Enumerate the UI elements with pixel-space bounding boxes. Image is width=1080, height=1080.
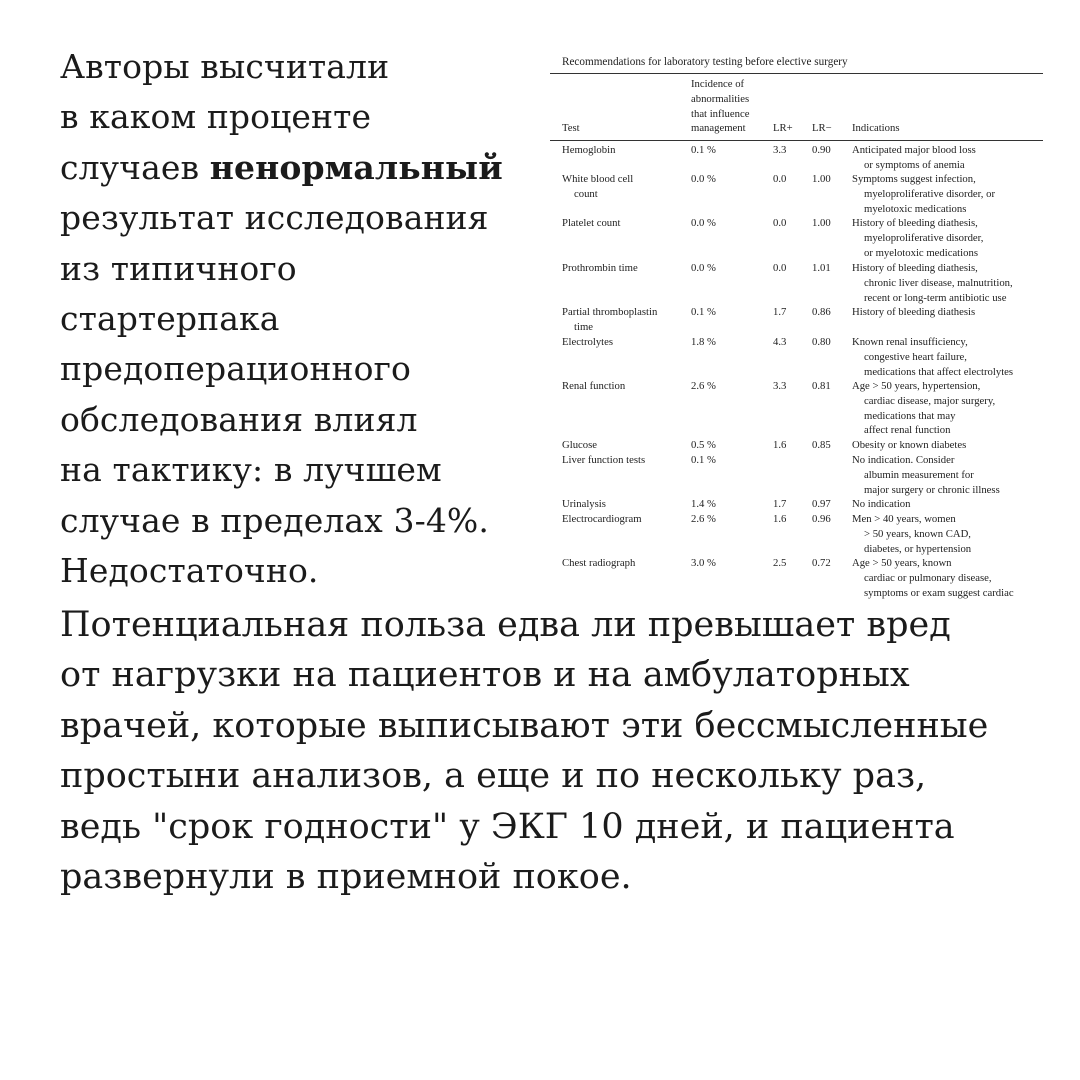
cell-incidence: 0.0 % xyxy=(691,262,716,274)
table-header-rule xyxy=(550,140,1043,141)
cell-indications xyxy=(852,556,1014,600)
cell-indication-line: Men > 40 years, women xyxy=(852,513,956,525)
cell-lr-minus: 0.96 xyxy=(812,513,831,525)
cell-lr-minus: 1.01 xyxy=(812,262,831,274)
cell-indications xyxy=(852,497,910,512)
cell-indication-line: medications that affect electrolytes xyxy=(864,365,1014,378)
cell-lr-plus: 4.3 xyxy=(773,336,787,348)
cell-test-line: Prothrombin time xyxy=(562,262,638,274)
cell-lr-minus: 0.81 xyxy=(812,380,831,392)
cell-test xyxy=(562,512,642,527)
cell-lr-minus: 0.97 xyxy=(812,498,831,510)
cell-indication-line: Age > 50 years, known xyxy=(852,557,952,569)
cell-indication-line: No indication. Consider xyxy=(852,454,955,466)
header-indications: Indications xyxy=(852,122,900,134)
cell-indication-line: chronic liver disease, malnutrition, xyxy=(864,276,1013,289)
intro-line: результат исследования xyxy=(60,198,489,238)
cell-test-line: Platelet count xyxy=(562,217,621,229)
intro-line: Недостаточно. xyxy=(60,551,319,591)
cell-lr-plus: 3.3 xyxy=(773,380,787,392)
cell-indication-line: symptoms or exam suggest cardiac xyxy=(864,586,1014,599)
intro-line: из типичного xyxy=(60,248,297,288)
cell-indication-line: Obesity or known diabetes xyxy=(852,439,967,451)
cell-indications xyxy=(852,335,1013,379)
cell-indication-line: Anticipated major blood loss xyxy=(852,144,976,156)
cell-lr-plus: 3.3 xyxy=(773,144,787,156)
cell-indications xyxy=(852,172,995,216)
conclusion-text xyxy=(60,600,1040,902)
cell-incidence: 3.0 % xyxy=(691,557,716,569)
cell-indication-line: Symptoms suggest infection, xyxy=(852,173,976,185)
cell-lr-plus: 0.0 xyxy=(773,217,787,229)
cell-indication-line: Known renal insufficiency, xyxy=(852,336,968,348)
cell-indications xyxy=(852,512,971,556)
conclusion-line: врачей, которые выписывают эти бессмысленные xyxy=(60,705,989,746)
cell-lr-minus: 0.72 xyxy=(812,557,831,569)
conclusion-line: Потенциальная польза едва ли превышает вред xyxy=(60,605,951,645)
cell-test-line: White blood cell xyxy=(562,173,634,185)
cell-lr-minus: 1.00 xyxy=(812,173,831,185)
cell-indication-line: History of bleeding diathesis, xyxy=(852,217,978,229)
cell-test xyxy=(562,379,625,394)
cell-lr-plus: 1.6 xyxy=(773,439,787,451)
cell-indication-line: No indication xyxy=(852,498,911,510)
intro-line: обследования влиял xyxy=(60,399,418,439)
cell-indication-line: Age > 50 years, hypertension, xyxy=(852,380,981,392)
cell-test xyxy=(562,453,645,468)
cell-test-line: Electrocardiogram xyxy=(562,513,642,525)
intro-line: предоперационного xyxy=(60,349,411,389)
cell-test xyxy=(562,172,633,202)
cell-indication-line: History of bleeding diathesis, xyxy=(852,262,978,274)
cell-test xyxy=(562,438,597,453)
cell-indication-line: affect renal function xyxy=(864,424,951,437)
cell-indication-line: myelotoxic medications xyxy=(864,202,967,215)
cell-incidence: 1.4 % xyxy=(691,498,716,510)
cell-test-line: Urinalysis xyxy=(562,498,606,510)
cell-test-line: time xyxy=(574,320,593,333)
cell-indications xyxy=(852,379,995,438)
intro-line: Авторы высчитали xyxy=(60,47,390,86)
cell-test xyxy=(562,261,638,276)
cell-test-line: Renal function xyxy=(562,380,626,392)
intro-emphasis: ненормальный xyxy=(209,147,503,187)
intro-line-start: случаев xyxy=(60,147,200,187)
header-lr-minus: LR− xyxy=(812,122,832,134)
cell-test xyxy=(562,556,635,571)
cell-incidence: 2.6 % xyxy=(691,513,716,525)
cell-incidence: 2.6 % xyxy=(691,380,716,392)
header-incidence xyxy=(691,77,749,136)
cell-test-line: Electrolytes xyxy=(562,336,614,348)
cell-test xyxy=(562,497,606,512)
header-test: Test xyxy=(562,122,580,134)
cell-lr-minus: 1.00 xyxy=(812,217,831,229)
cell-incidence: 0.1 % xyxy=(691,454,716,466)
conclusion-line: ведь "срок годности" у ЭКГ 10 дней, и пациента xyxy=(60,806,955,847)
cell-indication-line: myeloproliferative disorder, xyxy=(864,231,984,244)
cell-test xyxy=(562,305,657,335)
header-incidence-line: management xyxy=(691,122,746,135)
intro-line: на тактику: в лучшем xyxy=(60,450,442,490)
intro-line: стартерпака xyxy=(60,299,280,339)
cell-indications xyxy=(852,438,966,453)
cell-lr-plus: 1.7 xyxy=(773,306,787,318)
cell-incidence: 0.0 % xyxy=(691,217,716,229)
intro-line: случае в пределах 3-4%. xyxy=(60,500,489,540)
cell-test-line: Partial thromboplastin xyxy=(562,306,658,318)
cell-indications xyxy=(852,143,976,173)
cell-indication-line: myeloproliferative disorder, or xyxy=(864,187,996,200)
cell-lr-minus: 0.85 xyxy=(812,439,831,451)
header-lr-plus: LR+ xyxy=(773,122,793,134)
cell-incidence: 0.1 % xyxy=(691,144,716,156)
cell-lr-plus: 0.0 xyxy=(773,173,787,185)
cell-test-line: Glucose xyxy=(562,439,598,451)
cell-test xyxy=(562,143,615,158)
conclusion-line: от нагрузки на пациентов и на амбулаторных xyxy=(60,655,910,696)
intro-text xyxy=(60,42,540,596)
cell-indications xyxy=(852,453,1000,497)
cell-indication-line: cardiac disease, major surgery, xyxy=(864,394,996,407)
cell-test-line: count xyxy=(574,187,598,200)
cell-indication-line: medications that may xyxy=(864,409,956,422)
cell-lr-plus: 1.6 xyxy=(773,513,787,525)
table-top-rule xyxy=(550,73,1043,74)
cell-incidence: 0.0 % xyxy=(691,173,716,185)
intro-line: в каком проценте xyxy=(60,97,372,137)
cell-lr-plus: 1.7 xyxy=(773,498,787,510)
cell-indication-line: major surgery or chronic illness xyxy=(864,483,1000,496)
cell-test-line: Chest radiograph xyxy=(562,557,636,569)
cell-indication-line: congestive heart failure, xyxy=(864,350,967,363)
cell-indications xyxy=(852,261,1013,305)
cell-indication-line: or myelotoxic medications xyxy=(864,246,978,259)
cell-test-line: Hemoglobin xyxy=(562,144,616,156)
cell-incidence: 0.5 % xyxy=(691,439,716,451)
cell-lr-plus: 0.0 xyxy=(773,262,787,274)
cell-indication-line: cardiac or pulmonary disease, xyxy=(864,571,992,584)
cell-indications xyxy=(852,216,983,260)
cell-indication-line: or symptoms of anemia xyxy=(864,158,965,171)
header-incidence-line: abnormalities xyxy=(691,92,750,105)
cell-incidence: 0.1 % xyxy=(691,306,716,318)
cell-indications xyxy=(852,305,975,320)
cell-indication-line: albumin measurement for xyxy=(864,468,974,481)
cell-indication-line: History of bleeding diathesis xyxy=(852,306,976,318)
conclusion-line: простыни анализов, а еще и по нескольку раз, xyxy=(60,756,927,797)
cell-incidence: 1.8 % xyxy=(691,336,716,348)
cell-indication-line: diabetes, or hypertension xyxy=(864,542,972,555)
header-incidence-line: Incidence of xyxy=(691,78,745,90)
cell-lr-minus: 0.90 xyxy=(812,144,831,156)
header-incidence-line: that influence xyxy=(691,107,750,120)
conclusion-line: развернули в приемной покое. xyxy=(60,857,632,898)
cell-lr-minus: 0.80 xyxy=(812,336,831,348)
cell-test xyxy=(562,216,620,231)
cell-indication-line: > 50 years, known CAD, xyxy=(864,527,971,540)
cell-test-line: Liver function tests xyxy=(562,454,646,466)
cell-test xyxy=(562,335,613,350)
cell-lr-plus: 2.5 xyxy=(773,557,787,569)
cell-indication-line: recent or long-term antibiotic use xyxy=(864,291,1007,304)
cell-lr-minus: 0.86 xyxy=(812,306,831,318)
table-title: Recommendations for laboratory testing before elective surgery xyxy=(562,56,848,68)
intro-line xyxy=(60,143,540,193)
